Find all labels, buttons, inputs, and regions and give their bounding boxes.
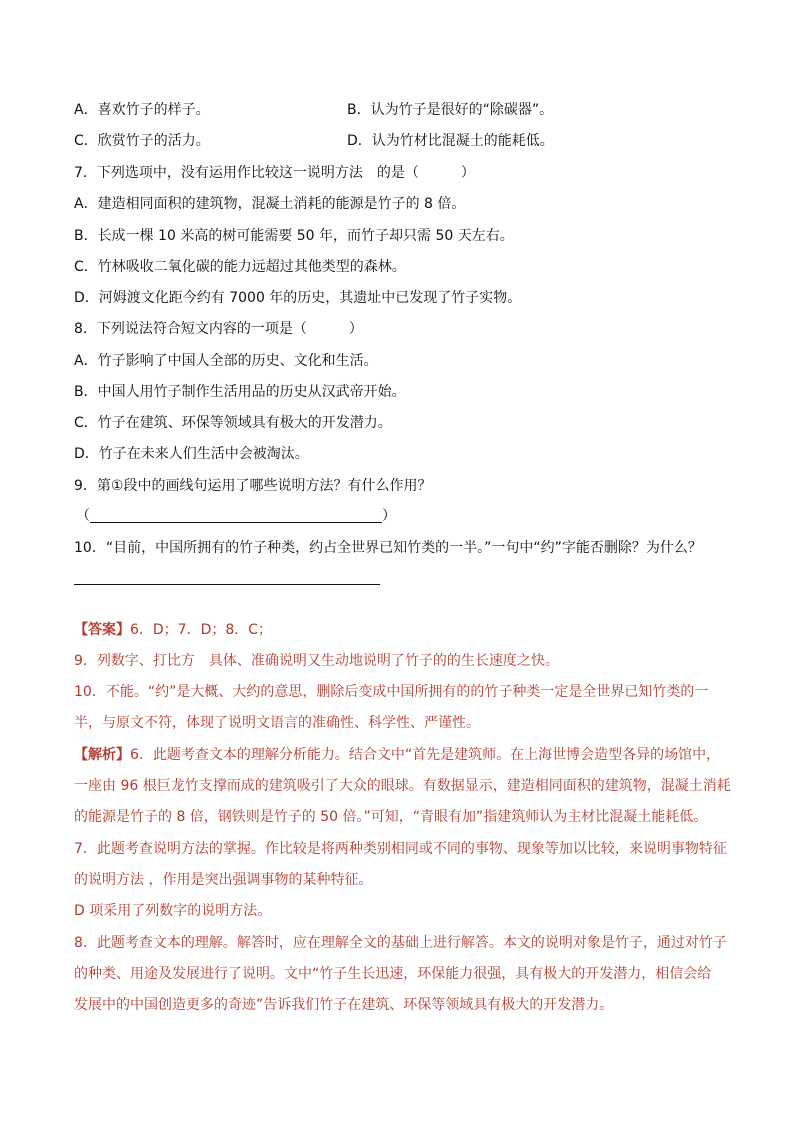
answer-line-3: 10．不能。“约”是大概、大约的意思，删除后变成中国所拥有的的竹子种类一定是全世界已知竹类的一 — [74, 684, 709, 700]
analysis-line-4: 7．此题考查说明方法的掌握。作比较是将两种类别相同或不同的事物、现象等加以比较，来说明事物特征 — [74, 841, 727, 857]
answer-line-2: 9．列数字、打比方 具体、准确说明又生动地说明了竹子的的生长速度之快。 — [74, 653, 559, 669]
q9-open-paren: （ — [76, 508, 90, 524]
analysis-line-3: 的能源是竹子的 8 倍，钢铁则是竹子的 50 倍。”可知，“青眼有加”指建筑师认为主材比混凝土能耗低。 — [74, 809, 708, 825]
q8-option-a: A．竹子影响了中国人全部的历史、文化和生活。 — [74, 353, 378, 369]
answer-tag: 【答案】 — [74, 622, 130, 638]
q9-close-paren: ） — [382, 508, 396, 524]
q6-option-b: B．认为竹子是很好的“除碳器”。 — [347, 102, 554, 118]
analysis-text-1: 6．此题考查文本的理解分析能力。结合文中“首先是建筑师。在上海世博会造型各异的场馆中， — [130, 747, 721, 763]
q9-blank-line — [90, 508, 382, 523]
analysis-line-5: 的说明方法 ，作用是突出强调事物的某种特征。 — [74, 872, 373, 888]
q8-stem: 8．下列说法符合短文内容的一项是（ ） — [74, 321, 363, 337]
q7-option-c: C．竹林吸收二氧化碳的能力远超过其他类型的森林。 — [74, 259, 406, 275]
answer-line-1 — [74, 620, 272, 640]
analysis-tag: 【解析】 — [74, 747, 130, 763]
q8-option-c: C．竹子在建筑、环保等领域具有极大的开发潜力。 — [74, 415, 392, 431]
analysis-line-7: 8．此题考查文本的理解。解答时，应在理解全文的基础上进行解答。本文的说明对象是竹子，通过对竹子 — [74, 935, 727, 951]
q6-option-c: C．欣赏竹子的活力。 — [74, 133, 210, 149]
q8-option-d: D．竹子在未来人们生活中会被淘汰。 — [74, 446, 309, 462]
q7-stem: 7．下列选项中，没有运用作比较这一说明方法 的是（ ） — [74, 165, 475, 181]
q9-answer-blank[interactable] — [76, 506, 396, 526]
analysis-line-2: 一座由 96 根巨龙竹支撑而成的建筑吸引了大众的眼球。有数据显示，建造相同面积的建筑物，混凝土消耗 — [74, 778, 731, 794]
analysis-line-6: D 项采用了列数字的说明方法。 — [74, 903, 272, 919]
answer-line-4: 半，与原文不符，体现了说明文语言的准确性、科学性、严谨性。 — [74, 715, 480, 731]
q7-option-b: B．长成一棵 10 米高的树可能需要 50 年，而竹子却只需 50 天左右。 — [74, 228, 514, 244]
answer-choices: 6．D；7．D；8．C； — [130, 622, 273, 638]
q6-option-a: A．喜欢竹子的样子。 — [74, 102, 210, 118]
analysis-line-9: 发展中的中国创造更多的奇迹”告诉我们竹子在建筑、环保等领域具有极大的开发潜力。 — [74, 997, 614, 1013]
q10-answer-blank[interactable] — [74, 584, 380, 585]
q9-stem: 9．第①段中的画线句运用了哪些说明方法？有什么作用？ — [74, 478, 432, 494]
q6-option-d: D．认为竹材比混凝土的能耗低。 — [347, 133, 554, 149]
q10-stem: 10．“目前，中国所拥有的竹子种类，约占全世界已知竹类的一半。”一句中“约”字能否删除？为什么？ — [74, 540, 702, 556]
q7-option-d: D．河姆渡文化距今约有 7000 年的历史，其遗址中已发现了竹子实物。 — [74, 290, 522, 306]
q7-option-a: A．建造相同面积的建筑物，混凝土消耗的能源是竹子的 8 倍。 — [74, 196, 466, 212]
q8-option-b: B．中国人用竹子制作生活用品的历史从汉武帝开始。 — [74, 384, 406, 400]
analysis-line-1 — [74, 745, 720, 765]
analysis-line-8: 的种类、用途及发展进行了说明。文中“竹子生长迅速，环保能力很强，具有极大的开发潜力，相信会给 — [74, 966, 712, 982]
